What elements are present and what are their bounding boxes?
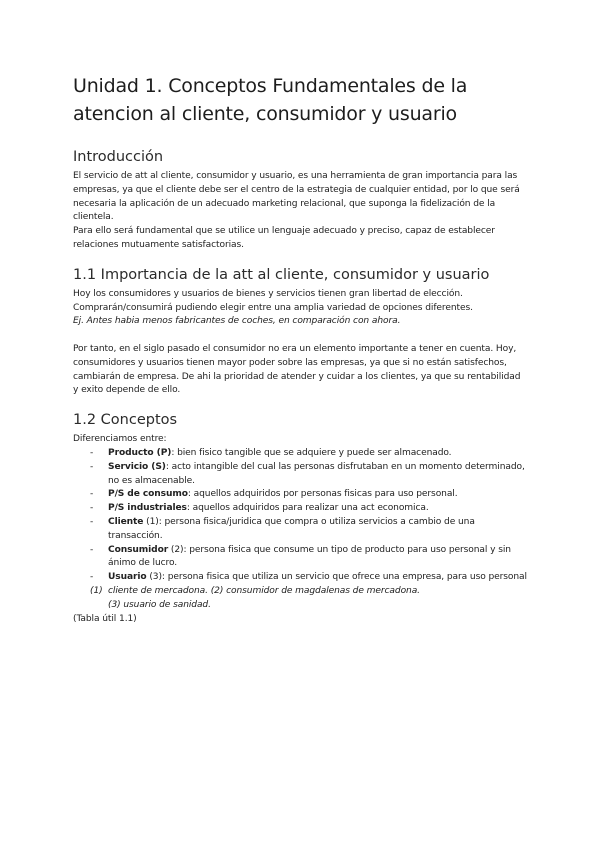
importancia-paragraph-2: Comprarán/consumirá pudiendo elegir entre una amplia variedad de opciones diferentes. [73,302,473,313]
example-number: (1) [90,585,103,596]
definition-term: P/S industriales [108,503,187,514]
definition-term: Producto (P) [108,447,172,458]
definition-term: P/S de consumo [108,489,188,500]
bullet-dash: - [90,572,94,583]
definition-term: Consumidor [108,544,169,555]
table-reference: (Tabla útil 1.1) [73,613,137,624]
section-heading-conceptos: 1.2 Conceptos [73,412,178,429]
list-item [73,488,528,502]
definition-term: Servicio (S) [108,461,166,472]
examples-block [73,585,528,613]
list-item [73,447,528,461]
definition-text: (3): persona fisica que utiliza un servicio que ofrece una empresa, para uso personal [146,572,527,583]
definition-text: : aquellos adquiridos para realizar una act economica. [186,503,429,514]
section-heading-importancia: 1.1 Importancia de la att al cliente, consumidor y usuario [73,266,490,283]
list-item [73,502,528,516]
importancia-example: Ej. Antes habia menos fabricantes de coches, en comparación con ahora. [73,316,401,327]
bullet-dash: - [90,461,94,472]
bullet-dash: - [90,516,94,527]
importancia-paragraph-1: Hoy los consumidores y usuarios de bienes y servicios tienen gran libertad de elección. [73,288,463,299]
paragraph-gap [73,329,528,343]
conceptos-lead: Diferenciamos entre: [73,434,167,445]
intro-paragraph-2: Para ello será fundamental que se utilice un lenguaje adecuado y preciso, capaz de establecer relaciones mutuamente satisfactorias. [73,226,495,250]
definition-term: Usuario [108,572,147,583]
definition-term: Cliente [108,516,144,527]
list-item [73,461,528,489]
example-text-1: cliente de mercadona. (2) consumidor de magdalenas de mercadona. [108,585,420,596]
intro-paragraph-1: El servicio de att al cliente, consumidor y usuario, es una herramienta de gran importancia para las empresas, ya que el cliente debe ser el centro de la estrategia de cualquier entidad, por lo que será necesaria la aplicación de un adecuado marketing relacional, que suponga la fidelización de la clientela. [73,171,520,223]
definition-text: : bien fisico tangible que se adquiere y puede ser almacenado. [171,447,452,458]
list-item [73,571,528,585]
document-title: Unidad 1. Conceptos Fundamentales de la atencion al cliente, consumidor y usuario [73,75,468,125]
bullet-dash: - [90,489,94,500]
list-item [73,544,528,572]
bullet-dash: - [90,503,94,514]
list-item [73,516,528,544]
importancia-paragraph-3: Por tanto, en el siglo pasado el consumidor no era un elemento importante a tener en cuenta. Hoy, consumidores y usuarios tienen mayor poder sobre las empresas, ya que si no están satisfechos, cambiarán de empresa. De ahi la prioridad de atender y cuidar a los clientes, ya que su rentabilidad y exito depende de ello. [73,343,521,396]
definition-text: : acto intangible del cual las personas disfrutaban en un momento determinado, no es almacenable. [108,461,525,486]
definition-text: : aquellos adquiridos por personas fisicas para uso personal. [187,489,458,500]
document-page [73,72,528,626]
example-line-1 [73,585,528,599]
definition-text: (1): persona fisica/juridica que compra o utiliza servicios a cambio de una transacción. [108,516,475,541]
importancia-example-line [73,315,528,329]
definition-text: (2): persona fisica que consume un tipo de producto para uso personal y sin ánimo de lucro. [108,544,511,569]
bullet-dash: - [90,447,94,458]
example-line-2: (3) usuario de sanidad. [108,599,211,610]
bullet-dash: - [90,544,94,555]
section-heading-introduccion: Introducción [73,149,164,165]
definitions-list [73,447,528,585]
